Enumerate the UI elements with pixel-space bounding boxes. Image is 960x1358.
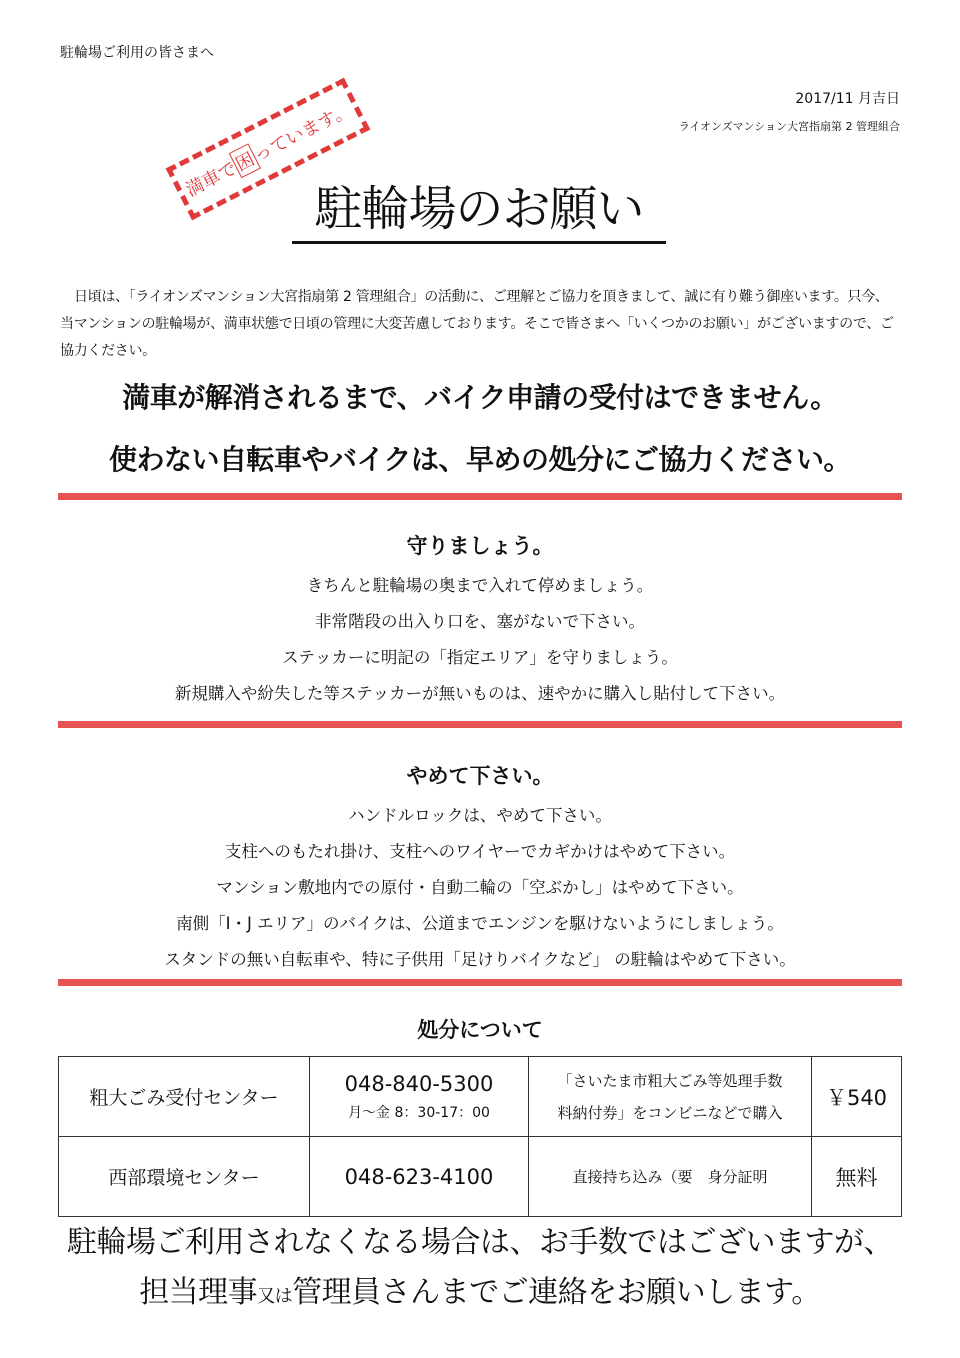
fee: 無料 xyxy=(812,1137,902,1217)
list-item: 非常階段の出入り口を、塞がないで下さい。 xyxy=(315,612,645,631)
page-title: 駐輪場のお願い xyxy=(292,170,666,244)
divider xyxy=(58,493,902,500)
closing-message xyxy=(30,1218,930,1322)
business-hours: 月～金 8：30-17：00 xyxy=(348,1104,490,1121)
headline-2: 使わない自転車やバイクは、早めの処分にご協力ください。 xyxy=(109,443,851,476)
phone-number: 048-840-5300 xyxy=(344,1071,494,1096)
list-item: スタンドの無い自転車や、特に子供用「足けりバイクなど」 の駐輪はやめて下さい。 xyxy=(164,950,796,969)
rules-list xyxy=(60,568,900,712)
contact-cell xyxy=(310,1057,529,1137)
closing-text-a: 担当理事 xyxy=(139,1275,258,1310)
stamp-text-boxed: 困 xyxy=(228,143,260,178)
list-item: マンション敷地内での原付・自動二輪の「空ぶかし」はやめて下さい。 xyxy=(216,878,744,897)
divider xyxy=(58,979,902,986)
table-row xyxy=(59,1057,902,1137)
divider xyxy=(58,721,902,728)
closing-line-2 xyxy=(30,1268,930,1322)
list-item: ステッカーに明記の「指定エリア」を守りましょう。 xyxy=(282,648,678,667)
closing-text-b: 管理員さんまでご連絡をお願いします。 xyxy=(292,1275,821,1310)
stamp-text-before: 満車で xyxy=(182,157,241,202)
note-line: 直接持ち込み（要 身分証明 xyxy=(572,1167,768,1186)
organization-name: ライオンズマンション大宮指扇第 2 管理組合 xyxy=(678,120,900,133)
note-cell xyxy=(529,1137,812,1217)
center-name: 粗大ごみ受付センター xyxy=(59,1057,310,1137)
note-cell xyxy=(529,1057,812,1137)
list-item: 新規購入や紛失した等ステッカーが無いものは、速やかに購入し貼付して下さい。 xyxy=(174,684,786,703)
table-row xyxy=(59,1137,902,1217)
center-name: 西部環境センター xyxy=(59,1137,310,1217)
section-title-disposal: 処分について xyxy=(417,1018,543,1042)
note-line: 「さいたま市粗大ごみ等処理手数 xyxy=(557,1071,783,1090)
section-title-prohibitions: やめて下さい。 xyxy=(406,764,554,788)
list-item: きちんと駐輪場の奥まで入れて停めましょう。 xyxy=(306,576,654,595)
note-line: 料納付券」をコンビニなどで購入 xyxy=(557,1103,783,1122)
intro-paragraph: 日頃は、「ライオンズマンション大宮指扇第 2 管理組合」の活動に、ご理解とご協力を頂きまして、誠に有り難う御座います。只今、当マンションの駐輪場が、満車状態で日頃の管理に大変苦慮しております。そこで皆さまへ「いくつかのお願い」がございますので、ご協力ください。 xyxy=(60,289,894,359)
prohibitions-list xyxy=(60,798,900,978)
list-item: 支柱へのもたれ掛け、支柱へのワイヤーでカギかけはやめて下さい。 xyxy=(224,842,736,861)
issue-date: 2017/11 月吉日 xyxy=(795,91,900,107)
fee: ￥540 xyxy=(812,1057,902,1137)
closing-line-1: 駐輪場ご利用されなくなる場合は、お手数ではございますが、 xyxy=(67,1225,893,1260)
closing-text-small: 又は xyxy=(257,1286,293,1307)
list-item: ハンドルロックは、やめて下さい。 xyxy=(348,806,612,825)
stamp-text-after: っています。 xyxy=(250,99,355,167)
list-item: 南側「I・J エリア」のバイクは、公道までエンジンを駆けないようにしましょう。 xyxy=(176,914,784,933)
section-title-rules: 守りましょう。 xyxy=(406,534,554,558)
contact-cell xyxy=(310,1137,529,1217)
disposal-table xyxy=(58,1056,902,1217)
recipient-line: 駐輪場ご利用の皆さまへ xyxy=(60,45,214,61)
headline-1: 満車が解消されるまで、バイク申請の受付はできません。 xyxy=(122,381,838,414)
phone-number: 048-623-4100 xyxy=(344,1164,494,1189)
